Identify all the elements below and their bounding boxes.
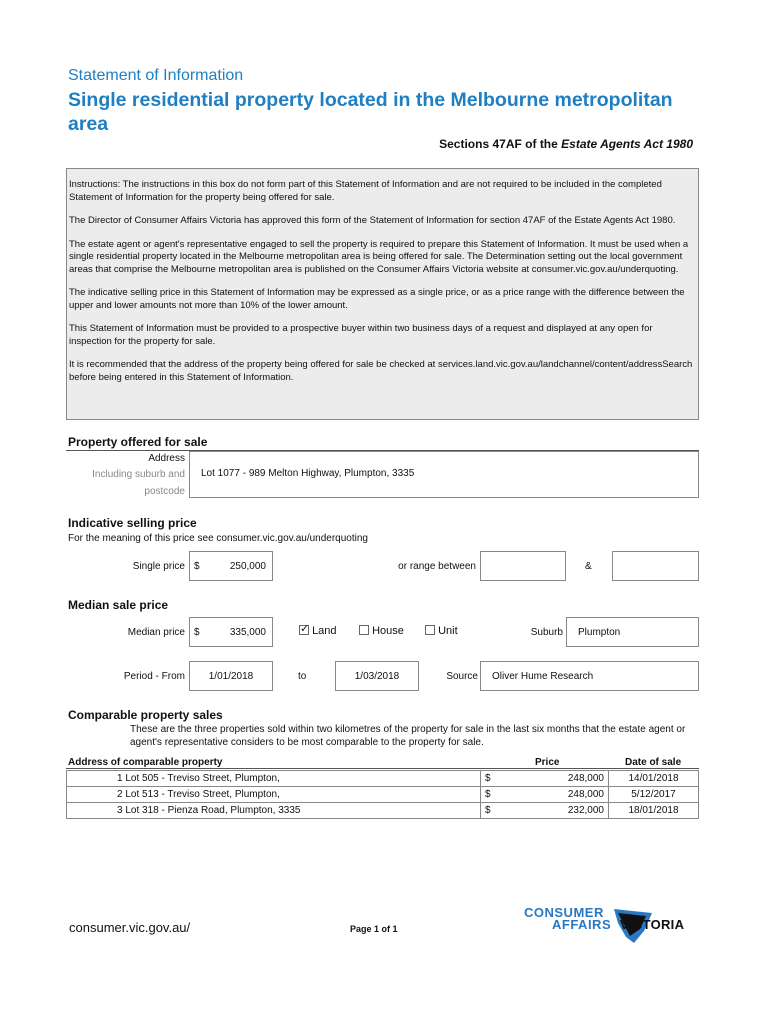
median-price-label: Median price (127, 627, 185, 638)
single-price-label: Single price (132, 561, 185, 572)
comparable-sales-table (66, 770, 699, 819)
comparable-address-cell[interactable] (67, 771, 481, 787)
row-number: 3 (117, 805, 123, 816)
property-address-field[interactable]: Lot 1077 - 989 Melton Highway, Plumpton, 3335 (189, 451, 699, 498)
period-from-label: Period - From (123, 671, 185, 682)
legislation-reference (439, 137, 693, 151)
range-label: or range between (398, 561, 476, 572)
suburb-label: Suburb (530, 627, 563, 638)
footer-url: consumer.vic.gov.au/ (69, 920, 191, 935)
land-label: Land (312, 625, 337, 637)
period-to-label: to (298, 671, 307, 682)
median-heading: Median sale price (68, 598, 169, 612)
table-row (67, 771, 699, 787)
range-low-field[interactable] (480, 551, 566, 581)
instruction-paragraph: It is recommended that the address of the property being offered for sale be checked at services.land.vic.gov.au/landchannel/content/addressSearch before being entered in this Statement of Information. (69, 359, 693, 383)
table-header-rule (66, 768, 699, 769)
comparable-price: 248,000 (567, 773, 604, 784)
currency-symbol: $ (485, 773, 491, 784)
address-label: Address (148, 453, 185, 464)
unit-checkbox[interactable] (425, 625, 435, 635)
comparable-address: Lot 318 - Pienza Road, Plumpton, 3335 (125, 805, 301, 816)
currency-symbol: $ (485, 789, 491, 800)
comparable-price-cell[interactable] (481, 771, 609, 787)
table-row (67, 787, 699, 803)
subtitle-prefix: Sections 47AF of the (439, 137, 562, 151)
house-checkbox[interactable] (359, 625, 369, 635)
unit-label: Unit (438, 625, 458, 637)
suburb-field[interactable]: Plumpton (566, 617, 699, 647)
act-name: Estate Agents Act 1980 (561, 137, 693, 151)
comparable-date-cell[interactable]: 18/01/2018 (609, 803, 699, 819)
range-high-field[interactable] (612, 551, 699, 581)
instruction-paragraph: Instructions: The instructions in this box do not form part of this Statement of Information and are not required to be included in the completed Statement of Information for the property being offered for sale. (69, 179, 662, 203)
indicative-heading: Indicative selling price (68, 516, 197, 530)
land-option[interactable] (299, 625, 337, 637)
address-hint-suburb: Including suburb and (92, 469, 185, 480)
range-separator: & (585, 561, 592, 572)
comparable-price-cell[interactable] (481, 803, 609, 819)
col-date-header: Date of sale (625, 757, 682, 768)
unit-option[interactable] (425, 625, 458, 637)
house-option[interactable] (359, 625, 404, 637)
instruction-paragraph: The Director of Consumer Affairs Victoria has approved this form of the Statement of Information for section 47AF of the Estate Agents Act 1980. (69, 215, 676, 226)
comparable-address: Lot 513 - Treviso Street, Plumpton, (125, 789, 280, 800)
period-from-field[interactable]: 1/01/2018 (189, 661, 273, 691)
comparable-date-cell[interactable]: 14/01/2018 (609, 771, 699, 787)
comparable-address: Lot 505 - Treviso Street, Plumpton, (125, 773, 280, 784)
address-hint-postcode: postcode (144, 486, 185, 497)
instruction-paragraph: The indicative selling price in this Statement of Information may be expressed as a single price, or as a price range with the difference between the upper and lower amounts not more than 10% of the lower amount. (69, 287, 685, 311)
period-to-field[interactable]: 1/03/2018 (335, 661, 419, 691)
table-row (67, 803, 699, 819)
comparable-price: 248,000 (567, 789, 604, 800)
logo-line-victoria: VICTORIA (620, 917, 685, 932)
comparable-address-cell[interactable] (67, 787, 481, 803)
single-price-value: 250,000 (229, 561, 266, 572)
form-eyebrow: Statement of Information (68, 67, 244, 84)
median-price-value: 335,000 (229, 627, 266, 638)
logo-line-consumer: CONSUMER (524, 905, 604, 920)
currency-symbol: $ (194, 627, 200, 638)
instruction-paragraph: This Statement of Information must be provided to a prospective buyer within two business days of a request and displayed at any open for inspection for the property for sale. (69, 323, 653, 347)
row-number: 2 (117, 789, 123, 800)
comparable-date-cell[interactable]: 5/12/2017 (609, 787, 699, 803)
currency-symbol: $ (194, 561, 200, 572)
single-price-field[interactable] (189, 551, 273, 581)
currency-symbol: $ (485, 805, 491, 816)
comparable-price-cell[interactable] (481, 787, 609, 803)
land-checkbox[interactable] (299, 625, 309, 635)
col-price-header: Price (535, 757, 560, 768)
comparable-price: 232,000 (567, 805, 604, 816)
instructions-box (66, 168, 699, 420)
source-label: Source (446, 671, 478, 682)
logo-line-affairs: AFFAIRS (552, 917, 612, 932)
property-heading: Property offered for sale (68, 435, 208, 449)
indicative-meaning: For the meaning of this price see consumer.vic.gov.au/underquoting (68, 533, 368, 544)
page-title: Single residential property located in the Melbourne metropolitan area (68, 89, 673, 135)
comparable-address-cell[interactable] (67, 803, 481, 819)
comparable-intro: These are the three properties sold within two kilometres of the property for sale in the last six months that the estate agent or agent's representative considers to be most comparable to the property for sale. (130, 724, 686, 748)
comparable-heading: Comparable property sales (68, 708, 223, 722)
page-number: Page 1 of 1 (350, 924, 398, 934)
row-number: 1 (117, 773, 123, 784)
instruction-paragraph: The estate agent or agent's representative engaged to sell the property is required to prepare this Statement of Information. It must be used when a single residential property located in the Melbourne metropolitan area is being offered for sale. The Determination setting out the local government areas that comprise the Melbourne metropolitan area is published on the Consumer Affairs Victoria website at consumer.vic.gov.au/underquoting. (69, 238, 689, 275)
median-price-field[interactable] (189, 617, 273, 647)
source-field[interactable]: Oliver Hume Research (480, 661, 699, 691)
col-address-header: Address of comparable property (68, 757, 223, 768)
house-label: House (372, 625, 404, 637)
cav-logo (522, 903, 694, 953)
